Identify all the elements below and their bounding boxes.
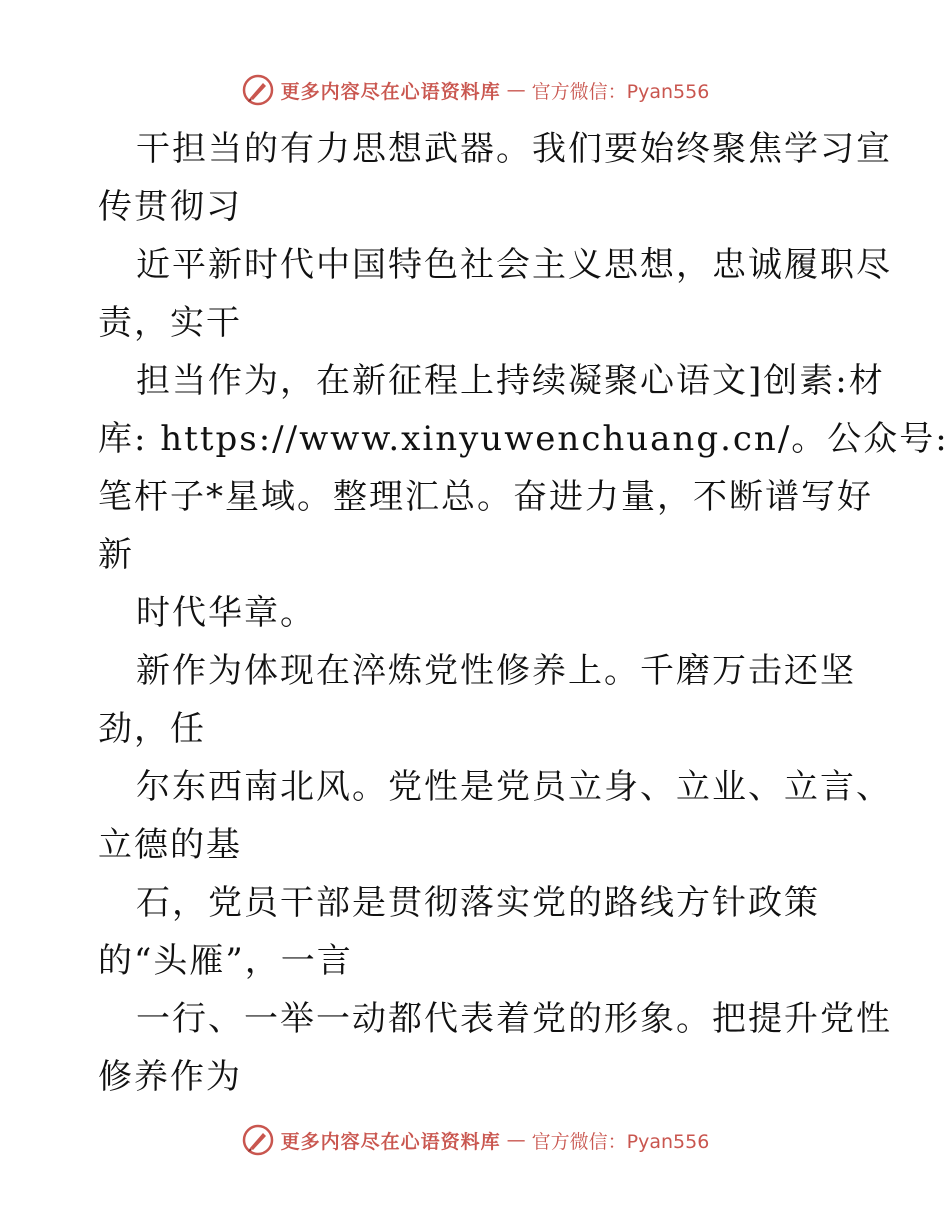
header-separator: — <box>506 79 526 101</box>
body-line: 一行、一举一动都代表着党的形象。把提升党性 <box>136 999 892 1039</box>
body-line: 的“头雁”，一言 <box>98 941 353 981</box>
pen-logo-icon <box>241 73 275 107</box>
body-line: 担当作为，在新征程上持续凝聚心语文]创素:材 <box>136 361 885 401</box>
body-line: 立德的基 <box>98 825 242 865</box>
header-banner <box>0 70 950 110</box>
body-line: 新 <box>98 535 134 575</box>
header-wechat-text: 官方微信：Pyan556 <box>531 80 710 103</box>
footer-wechat-text: 官方微信：Pyan556 <box>531 1130 710 1153</box>
pen-logo-icon <box>241 1123 275 1157</box>
body-line: 责，实干 <box>98 303 242 343</box>
body-line: 劲，任 <box>98 709 206 749</box>
body-line: 修养作为 <box>98 1057 242 1097</box>
body-line: 笔杆子*星域。整理汇总。奋进力量，不断谱写好 <box>98 477 873 517</box>
body-line: 干担当的有力思想武器。我们要始终聚焦学习宣 <box>136 129 892 169</box>
footer-separator: — <box>506 1129 526 1151</box>
footer-brand-text: 更多内容尽在心语资料库 <box>280 1130 501 1153</box>
body-line: 近平新时代中国特色社会主义思想，忠诚履职尽 <box>136 245 892 285</box>
body-line: 尔东西南北风。党性是党员立身、立业、立言、 <box>136 767 892 807</box>
body-line: 石，党员干部是贯彻落实党的路线方针政策 <box>136 883 820 923</box>
body-line: 新作为体现在淬炼党性修养上。千磨万击还坚 <box>136 651 856 691</box>
header-brand-text: 更多内容尽在心语资料库 <box>280 80 501 103</box>
body-line: 传贯彻习 <box>98 187 242 227</box>
body-line: 库: https://www.xinyuwenchuang.cn/。公众号: <box>98 419 949 459</box>
body-line: 时代华章。 <box>136 593 316 633</box>
footer-banner <box>0 1120 950 1160</box>
